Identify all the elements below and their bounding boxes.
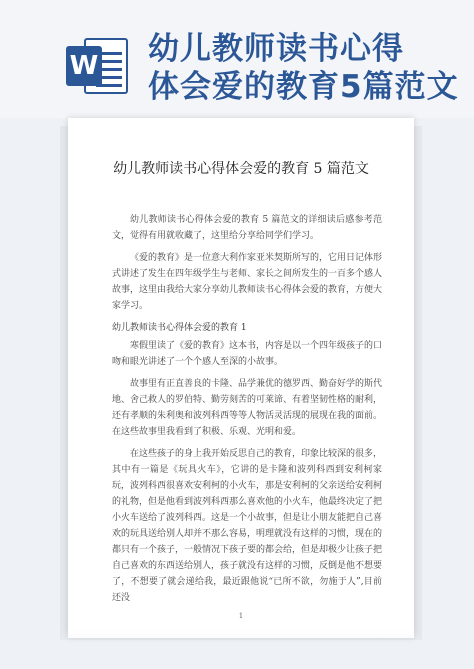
banner xyxy=(0,0,474,118)
document-title: 幼儿教师读书心得体会爱的教育 5 篇范文 xyxy=(113,161,369,177)
document-page xyxy=(68,118,414,638)
banner-title-line-1: 幼儿教师读书心得 xyxy=(148,31,404,67)
word-document-icon xyxy=(66,34,130,98)
section-heading: 幼儿教师读书心得体会爱的教育 1 xyxy=(112,323,247,333)
word-letter: W xyxy=(66,46,102,86)
page-number: 1 xyxy=(238,612,244,620)
paragraph: 《爱的教育》是一位意大利作家亚米契斯所写的，它用日记体形式讲述了发生在四年级学生与老师、家长之间所发生的一百多个感人故事，这里由我给大家分享幼儿教师读书心得体会爱的教育，方便大家学习。 xyxy=(112,253,383,311)
paragraph: 幼儿教师读书心得体会爱的教育 5 篇范文的详细读后感参考范文，觉得有用就收藏了，这里给分享给同学们学习。 xyxy=(112,215,382,241)
banner-title-line-2: 体会爱的教育5篇范文 xyxy=(148,69,459,105)
banner-title xyxy=(148,30,468,106)
paragraph: 寒假里读了《爱的教育》这本书，内容是以一个四年级孩子的口吻和眼光讲述了一个个感人至深的小故事。 xyxy=(112,341,383,367)
paragraph: 在这些孩子的身上我开始反思自己的教育，印象比较深的很多，其中有一篇是《玩具火车》，它讲的是卡隆和波列科西到安利柯家玩，波列科西很喜欢安利柯的小火车，那是安利柯的父亲送给安利柯的礼物，但是他看到波列科西那么喜欢他的小火车，他最终决定了把小火车送给了波列科西。这是一个小故事，但是让小朋友能把自己喜欢的玩具送给别人却并不那么容易，明理就没有这样的习惯，现在的都只有一个孩子，一般情况下孩子要的都会给，但是却极少让孩子把自己喜欢的东西送给别人，孩子就没有这样的习惯，反倒是他不想要了，不想要了就会递给我，最近跟他说“已所不欲，勿施于人”,目前还没 xyxy=(112,449,383,603)
paragraph: 故事里有正直善良的卡隆、品学兼优的德罗西、勤奋好学的斯代地、舍己救人的罗伯特、勤劳刻苦的可莱谛、有着坚韧性格的耐利，还有孝顺的朱利奥和波列科西等等人物活灵活现的展现在我的面前。在这些故事里我看到了积极、乐观、光明和爱。 xyxy=(112,379,383,437)
bottom-fade xyxy=(0,629,474,669)
document-body xyxy=(112,212,382,612)
